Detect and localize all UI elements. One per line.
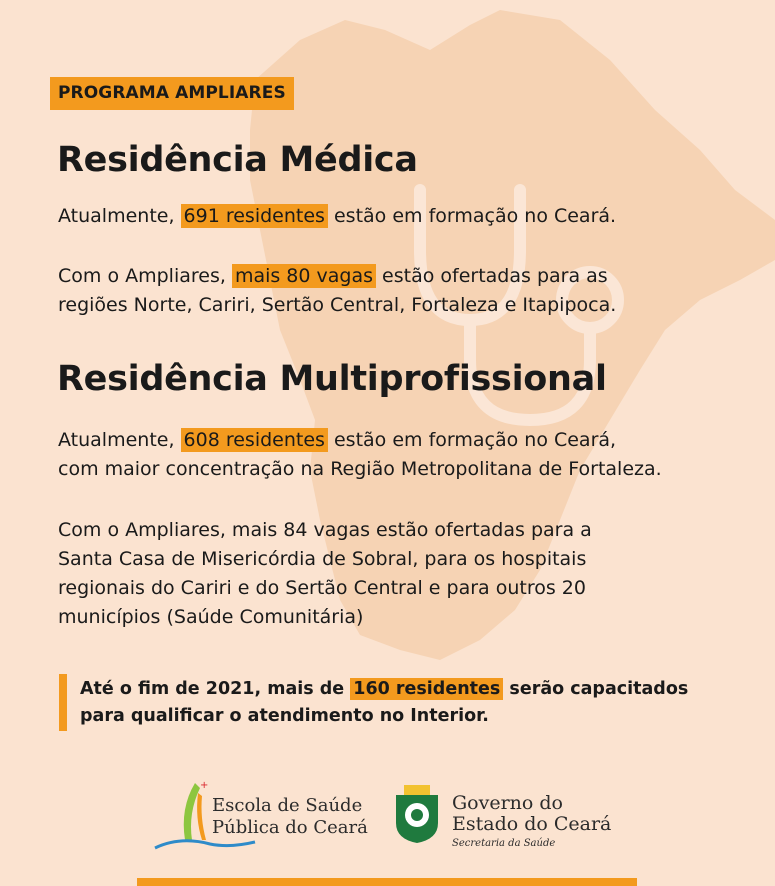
residencia-multi-title: Residência Multiprofissional xyxy=(57,359,607,399)
medica-paragraph-1: Atualmente, 691 residentes estão em formação no Ceará. xyxy=(58,205,617,227)
note-accent-bar xyxy=(59,674,67,731)
note-text: Até o fim de 2021, mais de 160 residentes serão capacitados para qualificar o atendimento no Interior. xyxy=(80,679,689,726)
highlight-608: 608 residentes xyxy=(181,428,328,452)
ceara-coat-of-arms-icon xyxy=(392,783,442,845)
multi-paragraph-1: Atualmente, 608 residentes estão em formação no Ceará, com maior concentração na Região Metropolitana de Fortaleza. xyxy=(58,429,662,480)
medica-paragraph-2: Com o Ampliares, mais 80 vagas estão ofertadas para as regiões Norte, Cariri, Sertão Central, Fortaleza e Itapipoca. xyxy=(58,265,617,316)
bottom-accent-bar xyxy=(137,878,637,886)
residencia-medica-title: Residência Médica xyxy=(57,140,418,180)
highlight-160: 160 residentes xyxy=(350,678,503,700)
multi-paragraph-2: Com o Ampliares, mais 84 vagas estão ofertadas para a Santa Casa de Misericórdia de Sobral, para os hospitais regionais do Cariri e do Sertão Central e para outros 20 municípios (Saúde Comunitária) xyxy=(58,519,592,628)
governo-ceara-logo-text: Governo do Estado do Ceará Secretaria da Saúde xyxy=(452,792,612,849)
highlight-80-vagas: mais 80 vagas xyxy=(232,264,376,288)
svg-text:+: + xyxy=(200,780,209,791)
highlight-691: 691 residentes xyxy=(181,204,328,228)
program-tag: PROGRAMA AMPLIARES xyxy=(50,77,294,110)
escola-saude-logo-text: Escola de Saúde Pública do Ceará xyxy=(212,795,368,838)
